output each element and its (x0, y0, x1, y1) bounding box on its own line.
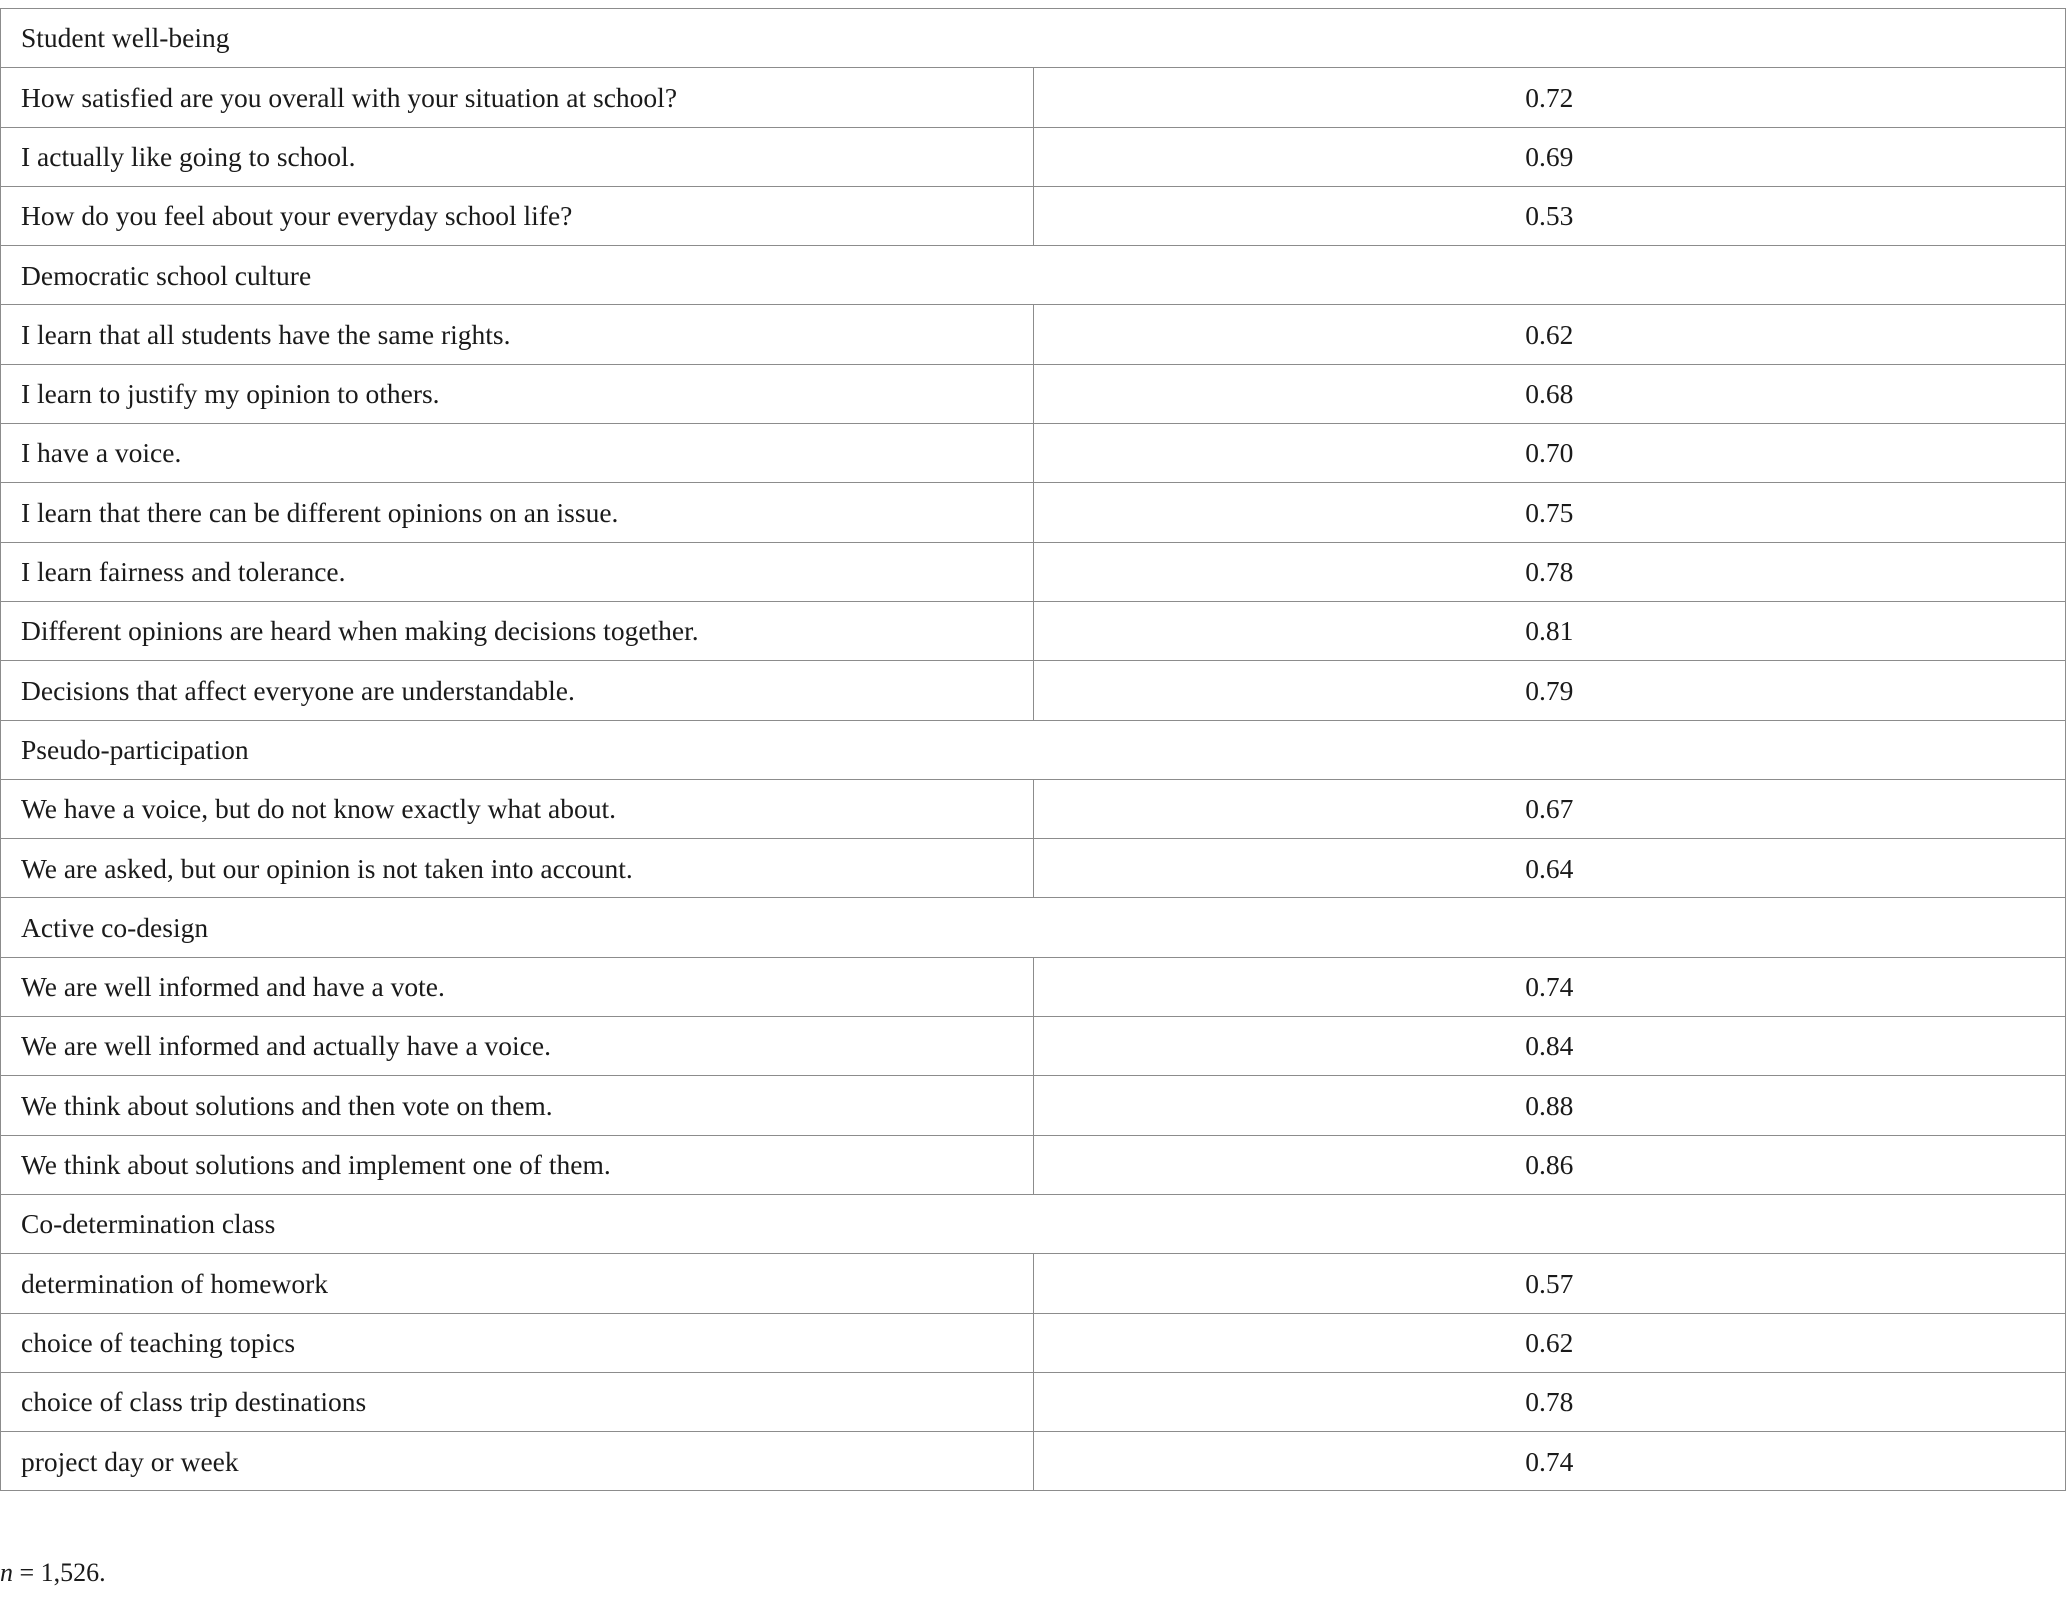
table-row (1, 127, 2066, 186)
item-label: We are well informed and actually have a voice. (1, 1017, 1034, 1076)
table-row (1, 424, 2066, 483)
table-row (1, 1017, 2066, 1076)
table-footnote (0, 1558, 106, 1588)
item-label: determination of homework (1, 1254, 1034, 1313)
table-row (1, 1372, 2066, 1431)
section-header-row (1, 246, 2066, 305)
section-title: Active co-design (1, 898, 2066, 957)
item-loading-value: 0.88 (1033, 1076, 2066, 1135)
section-header-row (1, 898, 2066, 957)
section-header-row (1, 720, 2066, 779)
item-loading-value: 0.53 (1033, 186, 2066, 245)
item-loading-value: 0.78 (1033, 542, 2066, 601)
loadings-table-container (0, 8, 2066, 1491)
table-row (1, 186, 2066, 245)
table-row (1, 601, 2066, 660)
item-label: I actually like going to school. (1, 127, 1034, 186)
item-label: We are asked, but our opinion is not taken into account. (1, 839, 1034, 898)
table-row (1, 1254, 2066, 1313)
factor-loadings-table (0, 8, 2066, 1491)
item-loading-value: 0.86 (1033, 1135, 2066, 1194)
section-title: Democratic school culture (1, 246, 2066, 305)
table-row (1, 364, 2066, 423)
item-label: How satisfied are you overall with your situation at school? (1, 68, 1034, 127)
item-label: Decisions that affect everyone are understandable. (1, 661, 1034, 720)
table-row (1, 1076, 2066, 1135)
table-row (1, 839, 2066, 898)
item-label: We have a voice, but do not know exactly what about. (1, 779, 1034, 838)
table-row (1, 68, 2066, 127)
item-label: We think about solutions and implement one of them. (1, 1135, 1034, 1194)
item-loading-value: 0.57 (1033, 1254, 2066, 1313)
item-label: I learn fairness and tolerance. (1, 542, 1034, 601)
section-title: Pseudo-participation (1, 720, 2066, 779)
item-label: We think about solutions and then vote on them. (1, 1076, 1034, 1135)
item-label: I learn to justify my opinion to others. (1, 364, 1034, 423)
table-row (1, 1313, 2066, 1372)
item-label: Different opinions are heard when making decisions together. (1, 601, 1034, 660)
item-loading-value: 0.68 (1033, 364, 2066, 423)
item-label: choice of teaching topics (1, 1313, 1034, 1372)
table-row (1, 1432, 2066, 1491)
item-loading-value: 0.84 (1033, 1017, 2066, 1076)
table-row (1, 661, 2066, 720)
item-label: I learn that all students have the same rights. (1, 305, 1034, 364)
item-loading-value: 0.69 (1033, 127, 2066, 186)
item-label: project day or week (1, 1432, 1034, 1491)
item-loading-value: 0.79 (1033, 661, 2066, 720)
item-loading-value: 0.72 (1033, 68, 2066, 127)
table-row (1, 305, 2066, 364)
footnote-text: = 1,526. (13, 1558, 106, 1587)
footnote-variable: n (0, 1558, 13, 1587)
section-title: Student well-being (1, 9, 2066, 68)
section-title: Co-determination class (1, 1194, 2066, 1253)
table-row (1, 779, 2066, 838)
table-body (1, 9, 2066, 1491)
item-label: choice of class trip destinations (1, 1372, 1034, 1431)
table-row (1, 1135, 2066, 1194)
item-loading-value: 0.70 (1033, 424, 2066, 483)
table-row (1, 483, 2066, 542)
item-loading-value: 0.78 (1033, 1372, 2066, 1431)
table-row (1, 542, 2066, 601)
section-header-row (1, 9, 2066, 68)
item-label: We are well informed and have a vote. (1, 957, 1034, 1016)
item-loading-value: 0.62 (1033, 305, 2066, 364)
item-loading-value: 0.62 (1033, 1313, 2066, 1372)
item-loading-value: 0.67 (1033, 779, 2066, 838)
table-row (1, 957, 2066, 1016)
item-label: I learn that there can be different opinions on an issue. (1, 483, 1034, 542)
section-header-row (1, 1194, 2066, 1253)
item-loading-value: 0.64 (1033, 839, 2066, 898)
item-loading-value: 0.75 (1033, 483, 2066, 542)
item-loading-value: 0.74 (1033, 957, 2066, 1016)
item-label: How do you feel about your everyday school life? (1, 186, 1034, 245)
item-loading-value: 0.74 (1033, 1432, 2066, 1491)
item-label: I have a voice. (1, 424, 1034, 483)
item-loading-value: 0.81 (1033, 601, 2066, 660)
